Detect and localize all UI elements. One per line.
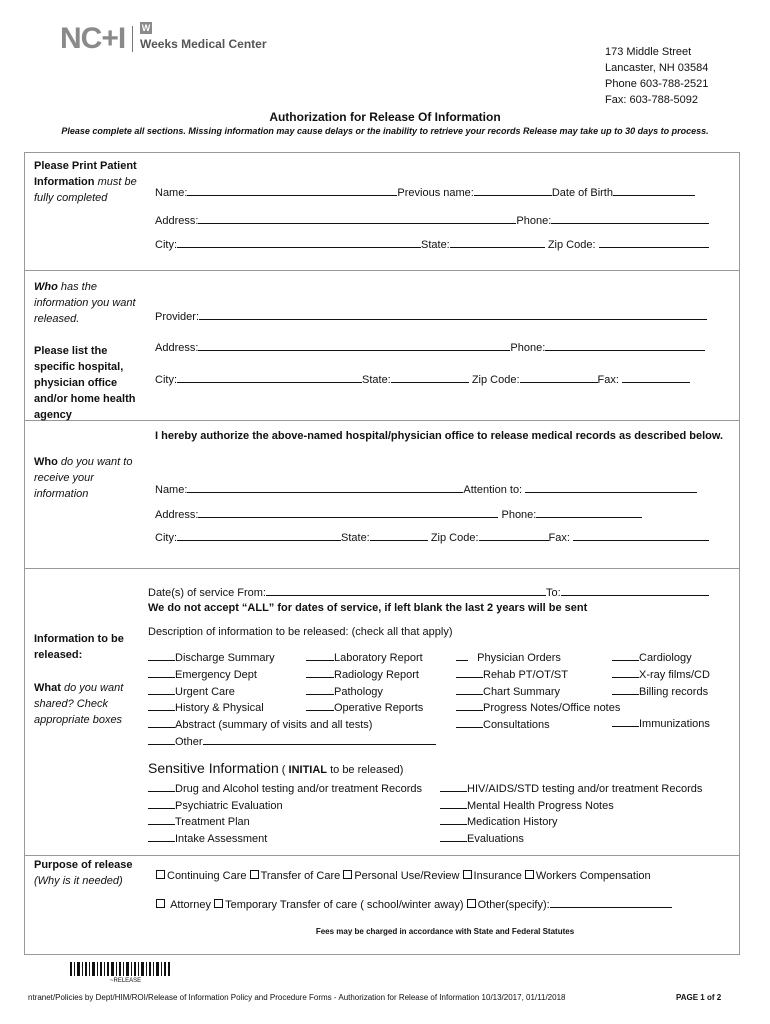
dates-from-label: Date(s) of service From: bbox=[148, 587, 266, 599]
option-label: Workers Compensation bbox=[535, 870, 651, 882]
list-item bbox=[306, 667, 423, 684]
sensitive-title: Sensitive Information bbox=[148, 760, 279, 776]
dates-to-field[interactable] bbox=[561, 585, 709, 596]
initial-line[interactable] bbox=[148, 814, 175, 825]
option-label: Insurance bbox=[473, 870, 522, 882]
recipient-city-row bbox=[155, 530, 715, 544]
item-label: Immunizations bbox=[639, 718, 710, 731]
checkbox-line[interactable] bbox=[148, 717, 175, 728]
patient-section-label bbox=[34, 158, 142, 206]
item-label: Progress Notes/Office notes bbox=[483, 702, 621, 715]
list-item bbox=[148, 814, 422, 831]
checkbox-line[interactable] bbox=[456, 667, 483, 678]
recipient-name-row bbox=[155, 482, 715, 496]
sensitive-left-list bbox=[148, 781, 422, 847]
patient-address-label: Address: bbox=[155, 215, 199, 227]
dob-label: Date of Birth bbox=[551, 187, 613, 199]
list-item bbox=[148, 831, 422, 848]
checkbox-line[interactable] bbox=[306, 700, 334, 711]
recipient-who-rest: do you want to receive your information bbox=[34, 456, 133, 500]
dates-from-field[interactable] bbox=[266, 585, 546, 596]
form-instructions: Please complete all sections. Missing information may cause delays or the inability to retrieve your records Release may take up to 30 days to process. bbox=[61, 126, 709, 136]
recipient-state-label: State: bbox=[341, 532, 370, 544]
sensitive-note-initial: INITIAL bbox=[288, 764, 328, 776]
initial-line[interactable] bbox=[440, 831, 467, 842]
list-item bbox=[612, 667, 710, 684]
attention-label: Attention to: bbox=[463, 484, 523, 496]
item-label: Rehab PT/OT/ST bbox=[483, 668, 568, 681]
purpose-options-row-2 bbox=[156, 897, 716, 911]
initial-line[interactable] bbox=[440, 814, 467, 825]
holder-city-field[interactable] bbox=[177, 372, 362, 383]
list-item bbox=[440, 831, 702, 848]
recipient-name-label: Name: bbox=[155, 484, 188, 496]
item-label: Evaluations bbox=[467, 832, 524, 845]
list-item bbox=[440, 798, 702, 815]
authorization-statement: I hereby authorize the above-named hospital/physician office to release medical records as described below. bbox=[155, 430, 724, 442]
checkbox-line[interactable] bbox=[612, 684, 639, 695]
checkbox-line[interactable] bbox=[456, 717, 483, 728]
holder-phone-label: Phone: bbox=[510, 342, 546, 354]
recipient-section-label bbox=[34, 454, 142, 502]
sensitive-note: ( bbox=[281, 764, 289, 776]
item-label: Discharge Summary bbox=[175, 652, 275, 664]
list-item bbox=[612, 650, 710, 667]
recipient-city-field[interactable] bbox=[177, 530, 341, 541]
checkbox[interactable] bbox=[156, 870, 165, 879]
list-item bbox=[612, 700, 710, 716]
list-item bbox=[456, 717, 620, 734]
list-item bbox=[612, 684, 710, 701]
checkbox-line[interactable] bbox=[148, 667, 175, 678]
item-label: Psychiatric Evaluation bbox=[175, 799, 283, 812]
patient-phone-field[interactable] bbox=[551, 213, 709, 224]
sensitive-right-list bbox=[440, 781, 702, 847]
footer-path: ntranet/Policies by Dept/HIM/ROI/Release of Information Policy and Procedure Forms - Authorization for Release of Information 10/13/2017, 01/11/2018 bbox=[28, 993, 566, 1002]
item-label: Cardiology bbox=[639, 652, 692, 664]
patient-city-row bbox=[155, 237, 715, 251]
recipient-phone-field[interactable] bbox=[536, 507, 642, 518]
checkbox-line[interactable] bbox=[148, 734, 175, 745]
holder-phone-field[interactable] bbox=[545, 340, 705, 351]
item-label: History & Physical bbox=[175, 702, 264, 715]
patient-label-bold: Please Print Patient Information bbox=[34, 160, 137, 188]
item-label: Medication History bbox=[467, 816, 558, 828]
checkbox[interactable] bbox=[250, 870, 259, 879]
item-label: Drug and Alcohol testing and/or treatment Records bbox=[175, 783, 423, 795]
purpose-section-label bbox=[34, 857, 142, 889]
list-item bbox=[306, 650, 423, 667]
patient-label-note: must be fully completed bbox=[34, 176, 137, 204]
item-label: Consultations bbox=[483, 719, 550, 732]
info-column-4 bbox=[612, 650, 710, 733]
item-label: Urgent Care bbox=[175, 685, 235, 698]
patient-name-label: Name: bbox=[155, 187, 188, 199]
address-line: Phone 603-788-2521 bbox=[605, 78, 709, 90]
recipient-fax-field[interactable] bbox=[573, 530, 709, 541]
patient-address-field[interactable] bbox=[198, 213, 516, 224]
list-item bbox=[306, 700, 423, 717]
list-item bbox=[440, 781, 702, 798]
patient-state-label: State: bbox=[421, 239, 450, 251]
list-item bbox=[148, 781, 422, 798]
list-item bbox=[456, 700, 620, 717]
recipient-address-field[interactable] bbox=[198, 507, 498, 518]
checkbox[interactable] bbox=[343, 870, 352, 879]
list-item bbox=[456, 650, 620, 667]
recipient-address-label: Address: bbox=[155, 509, 199, 521]
address-line: 173 Middle Street bbox=[605, 46, 692, 58]
holder-fax-field[interactable] bbox=[622, 372, 690, 383]
item-label: Pathology bbox=[334, 685, 383, 698]
patient-name-row bbox=[155, 185, 715, 199]
purpose-options-row-1 bbox=[156, 870, 716, 882]
item-label: Abstract (summary of visits and all tests) bbox=[175, 719, 373, 732]
service-dates-row bbox=[148, 585, 709, 599]
option-label: Personal Use/Review bbox=[354, 870, 460, 882]
initial-line[interactable] bbox=[148, 798, 175, 809]
checkbox-line[interactable] bbox=[306, 667, 334, 678]
patient-city-label: City: bbox=[155, 239, 177, 251]
recipient-phone-label: Phone: bbox=[501, 509, 537, 521]
holder-note: Please list the specific hospital, physician office and/or home health agency bbox=[34, 345, 136, 421]
initial-line[interactable] bbox=[440, 781, 467, 792]
other-field[interactable] bbox=[203, 734, 436, 745]
list-item bbox=[306, 684, 423, 701]
divider bbox=[24, 568, 740, 569]
patient-zip-label: Zip Code: bbox=[547, 239, 596, 251]
holder-state-label: State: bbox=[362, 374, 391, 386]
checkbox[interactable] bbox=[467, 899, 476, 908]
holder-who: Who bbox=[34, 281, 58, 293]
item-label: Emergency Dept bbox=[175, 668, 257, 681]
initial-line[interactable] bbox=[440, 798, 467, 809]
holder-city-row bbox=[155, 372, 715, 386]
checkbox-line[interactable] bbox=[456, 684, 483, 695]
checkbox-line[interactable] bbox=[456, 700, 483, 711]
attention-field[interactable] bbox=[525, 482, 697, 493]
dates-to-label: To: bbox=[545, 587, 561, 599]
option-label: Temporary Transfer of care ( school/winter away) bbox=[225, 899, 464, 911]
divider bbox=[24, 855, 740, 856]
purpose-label: Purpose of release bbox=[34, 859, 133, 871]
info-what-rest: do you want shared? Check appropriate boxes bbox=[34, 682, 124, 726]
provider-row bbox=[155, 309, 715, 323]
patient-address-row bbox=[155, 213, 715, 227]
address-line: Lancaster, NH 03584 bbox=[605, 62, 709, 74]
dob-field[interactable] bbox=[613, 185, 695, 196]
weeks-w-icon: W bbox=[141, 23, 151, 33]
recipient-state-field[interactable] bbox=[370, 530, 428, 541]
recipient-zip-label: Zip Code: bbox=[430, 532, 479, 544]
checkbox-line[interactable] bbox=[148, 684, 175, 695]
item-label: Billing records bbox=[639, 685, 709, 698]
checkbox[interactable] bbox=[525, 870, 534, 879]
barcode-label: ~RELEASE bbox=[110, 978, 142, 984]
holder-city-label: City: bbox=[155, 374, 177, 386]
fees-notice: Fees may be charged in accordance with State and Federal Statutes bbox=[315, 927, 575, 936]
list-item bbox=[456, 684, 620, 701]
option-label: Transfer of Care bbox=[260, 870, 341, 882]
item-label: Other bbox=[175, 735, 203, 748]
all-dates-notice: We do not accept “ALL” for dates of service, if left blank the last 2 years will be sent bbox=[148, 602, 588, 614]
previous-name-field[interactable] bbox=[474, 185, 552, 196]
list-item bbox=[612, 716, 710, 733]
logo-divider bbox=[132, 26, 133, 52]
info-column-2 bbox=[306, 650, 423, 717]
holder-who-rest: has the information you want released. bbox=[34, 281, 136, 325]
checkbox-line[interactable] bbox=[612, 667, 639, 678]
weeks-medical-center-name: Weeks Medical Center bbox=[140, 37, 267, 51]
item-label: Radiology Report bbox=[334, 668, 419, 681]
info-section-label: Information to be released: bbox=[34, 633, 124, 661]
checkbox-line[interactable] bbox=[148, 650, 175, 661]
patient-phone-label: Phone: bbox=[516, 215, 552, 227]
patient-zip-field[interactable] bbox=[599, 237, 709, 248]
list-item bbox=[440, 814, 702, 831]
checkbox[interactable] bbox=[463, 870, 472, 879]
purpose-sub: (Why is it needed) bbox=[34, 875, 123, 887]
checkbox-line[interactable] bbox=[456, 650, 468, 661]
checkbox[interactable] bbox=[214, 899, 223, 908]
holder-state-field[interactable] bbox=[391, 372, 469, 383]
item-label: Treatment Plan bbox=[175, 816, 250, 828]
item-label: HIV/AIDS/STD testing and/or treatment Records bbox=[467, 783, 703, 795]
other-specify-field[interactable] bbox=[550, 897, 672, 908]
form-title: Authorization for Release Of Information bbox=[269, 110, 501, 124]
previous-name-label: Previous name: bbox=[397, 187, 474, 199]
description-instruction: Description of information to be released: (check all that apply) bbox=[148, 626, 453, 638]
checkbox-line[interactable] bbox=[306, 650, 334, 661]
list-item bbox=[148, 734, 436, 751]
item-label: Physician Orders bbox=[477, 652, 561, 664]
recipient-fax-label: Fax: bbox=[548, 532, 570, 544]
info-column-3 bbox=[456, 650, 620, 734]
item-label: Laboratory Report bbox=[334, 652, 423, 664]
holder-zip-label: Zip Code: bbox=[471, 374, 520, 386]
checkbox[interactable] bbox=[156, 899, 165, 908]
provider-field[interactable] bbox=[199, 309, 707, 320]
recipient-address-row bbox=[155, 507, 715, 521]
item-label: X-ray films/CD bbox=[639, 668, 710, 681]
recipient-city-label: City: bbox=[155, 532, 177, 544]
holder-section-label bbox=[34, 279, 142, 327]
page-number: PAGE 1 of 2 bbox=[676, 993, 722, 1002]
option-label: Continuing Care bbox=[167, 870, 247, 882]
item-label: Mental Health Progress Notes bbox=[467, 799, 614, 812]
item-label: Chart Summary bbox=[483, 685, 561, 698]
holder-fax-label: Fax: bbox=[597, 374, 619, 386]
item-label: Intake Assessment bbox=[175, 832, 268, 845]
checkbox-line[interactable] bbox=[306, 684, 334, 695]
holder-address-row bbox=[155, 340, 715, 354]
holder-address-label: Address: bbox=[155, 342, 199, 354]
sensitive-note: to be released) bbox=[327, 764, 404, 776]
divider bbox=[24, 270, 740, 271]
checkbox-line[interactable] bbox=[612, 716, 639, 727]
initial-line[interactable] bbox=[148, 781, 175, 792]
barcode bbox=[70, 962, 170, 976]
list-item bbox=[456, 667, 620, 684]
recipient-name-field[interactable] bbox=[187, 482, 463, 493]
item-label: Operative Reports bbox=[334, 702, 424, 715]
option-label: Attorney bbox=[170, 899, 212, 911]
patient-city-field[interactable] bbox=[177, 237, 421, 248]
list-item bbox=[148, 717, 436, 734]
facility-address bbox=[605, 44, 708, 108]
recipient-zip-field[interactable] bbox=[479, 530, 549, 541]
info-what: What bbox=[34, 682, 61, 694]
patient-state-field[interactable] bbox=[450, 237, 545, 248]
nch-logo-text: NC+I bbox=[60, 22, 126, 55]
option-label: Other(specify): bbox=[477, 899, 550, 911]
list-item bbox=[148, 798, 422, 815]
sensitive-heading bbox=[148, 760, 403, 776]
holder-address-field[interactable] bbox=[198, 340, 510, 351]
info-what-label bbox=[34, 680, 142, 728]
address-line: Fax: 603-788-5092 bbox=[605, 94, 698, 106]
recipient-who: Who bbox=[34, 456, 58, 468]
provider-label: Provider: bbox=[155, 311, 200, 323]
holder-zip-field[interactable] bbox=[520, 372, 598, 383]
patient-name-field[interactable] bbox=[187, 185, 397, 196]
checkbox-line[interactable] bbox=[612, 650, 639, 661]
checkbox-line[interactable] bbox=[148, 700, 175, 711]
initial-line[interactable] bbox=[148, 831, 175, 842]
